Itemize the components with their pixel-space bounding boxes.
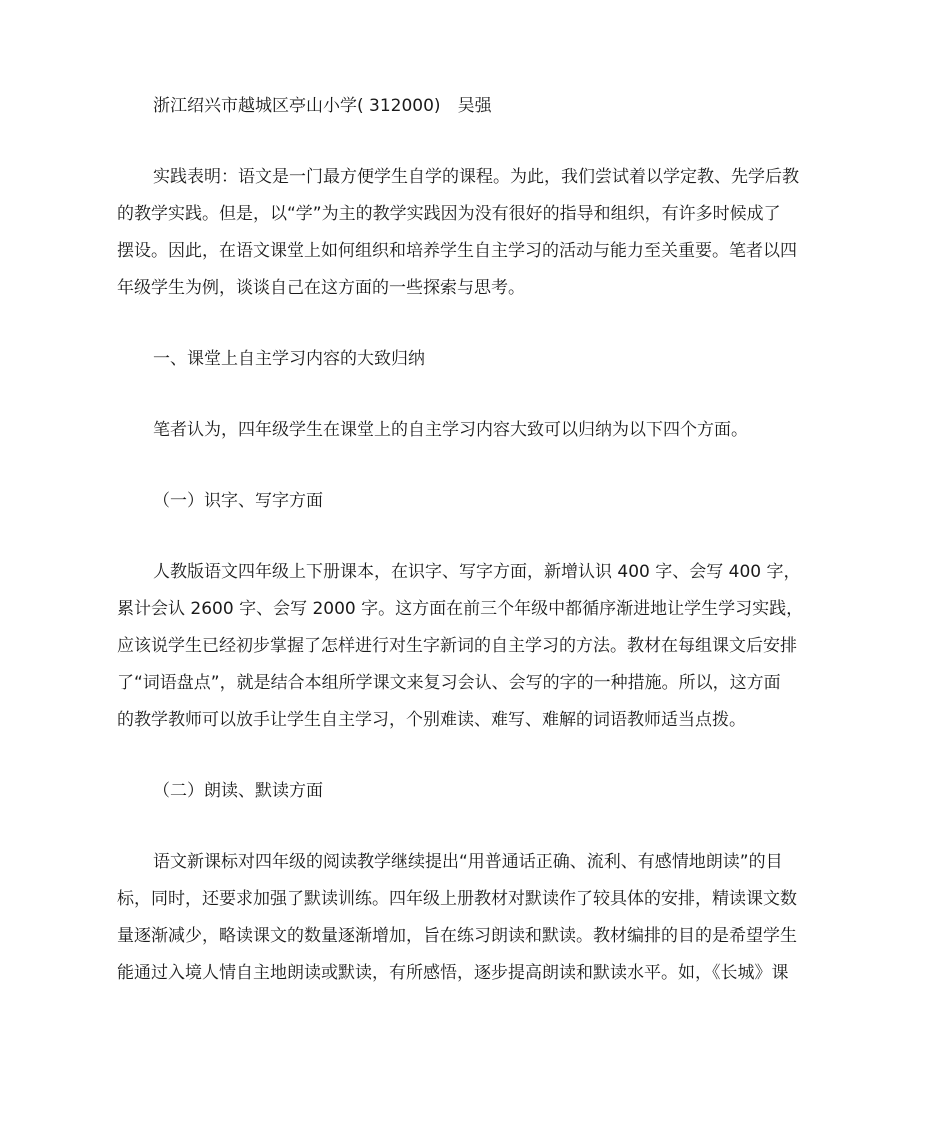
subsection-paragraph bbox=[117, 554, 835, 739]
paragraph-line: 量逐渐减少，略读课文的数量逐渐增加，旨在练习朗读和默读。教材编排的目的是希望学生 bbox=[117, 926, 797, 946]
paragraph-line: 语文新课标对四年级的阅读教学继续提出“用普通话正确、流利、有感情地朗读”的目 bbox=[153, 852, 783, 872]
paragraph-line: 累计会认 2600 字、会写 2000 字。这方面在前三个年级中都循序渐进地让学生学习实践， bbox=[117, 599, 804, 619]
paragraph-line: 的教学教师可以放手让学生自主学习，个别难读、难写、难解的词语教师适当点拨。 bbox=[117, 710, 746, 730]
document-body bbox=[117, 88, 835, 992]
paragraph-line: 应该说学生已经初步掌握了怎样进行对生字新词的自主学习的方法。教材在每组课文后安排 bbox=[117, 636, 797, 656]
author-line: 浙江绍兴市越城区亭山小学( 312000) 吴强 bbox=[153, 96, 492, 116]
paragraph-line: 标，同时，还要求加强了默读训练。四年级上册教材对默读作了较具体的安排，精读课文数 bbox=[117, 889, 797, 909]
intro-line: 摆设。因此，在语文课堂上如何组织和培养学生自主学习的活动与能力至关重要。笔者以四 bbox=[117, 241, 797, 261]
paragraph-line: 了“词语盘点”，就是结合本组所学课文来复习会认、会写的字的一种措施。所以，这方面 bbox=[117, 673, 781, 693]
intro-line: 实践表明：语文是一门最方便学生自学的课程。为此，我们尝试着以学定教、先学后教 bbox=[153, 167, 799, 187]
paragraph-line: 人教版语文四年级上下册课本，在识字、写字方面，新增认识 400 字、会写 400 字， bbox=[153, 562, 801, 582]
paragraph-line: 能通过入境人情自主地朗读或默读，有所感悟，逐步提高朗读和默读水平。如，《长城》课 bbox=[117, 963, 789, 983]
section-heading: 一、课堂上自主学习内容的大致归纳 bbox=[153, 349, 425, 369]
intro-line: 的教学实践。但是，以“学”为主的教学实践因为没有很好的指导和组织，有许多时候成了 bbox=[117, 204, 781, 224]
subsection-paragraph bbox=[117, 844, 835, 992]
intro-line: 年级学生为例，谈谈自己在这方面的一些探索与思考。 bbox=[117, 278, 525, 298]
section-paragraph: 笔者认为，四年级学生在课堂上的自主学习内容大致可以归纳为以下四个方面。 bbox=[153, 420, 748, 440]
subsection-heading: （一）识字、写字方面 bbox=[153, 491, 323, 511]
subsection-heading: （二）朗读、默读方面 bbox=[153, 781, 323, 801]
intro-paragraph bbox=[117, 159, 835, 307]
